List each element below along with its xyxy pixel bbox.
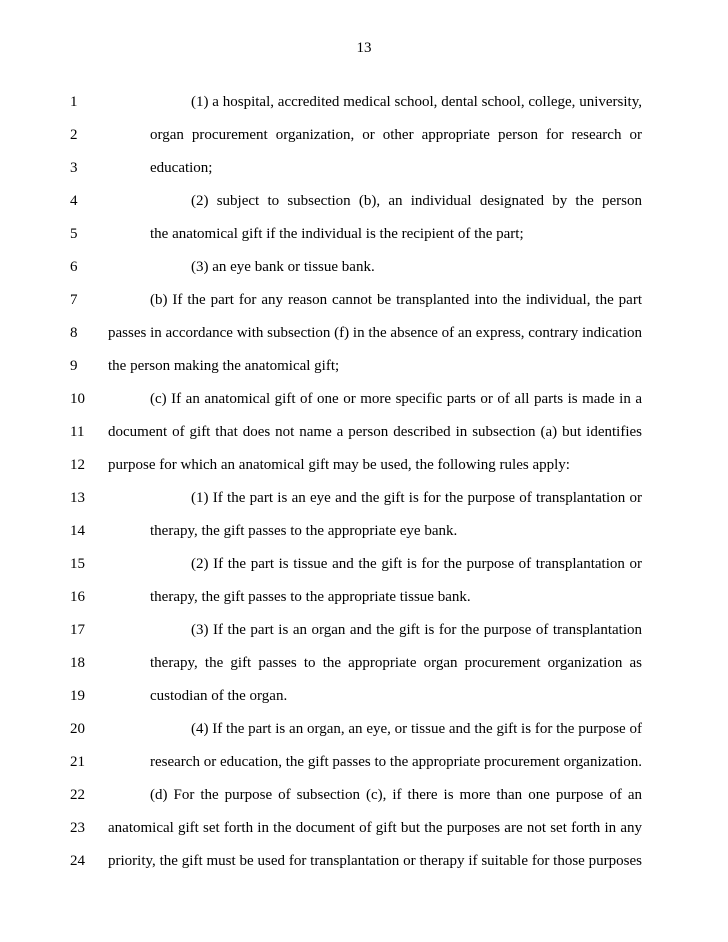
line-text: (3) an eye bank or tissue bank. — [191, 259, 375, 275]
line-number: 9 — [70, 358, 78, 374]
line-number: 24 — [70, 853, 85, 869]
line-text: (4) If the part is an organ, an eye, or tissue and the gift is for the purpose of — [191, 721, 642, 737]
line-number: 21 — [70, 754, 85, 770]
line-number: 11 — [70, 424, 85, 440]
document-line — [0, 784, 728, 806]
document-line — [0, 652, 728, 674]
document-line — [0, 619, 728, 641]
document-line — [0, 91, 728, 113]
document-line — [0, 586, 728, 608]
line-text: therapy, the gift passes to the appropriate eye bank. — [150, 523, 458, 539]
line-text: education; — [150, 160, 213, 176]
line-number: 14 — [70, 523, 85, 539]
document-line — [0, 190, 728, 212]
document-line — [0, 256, 728, 278]
document-line — [0, 355, 728, 377]
document-line — [0, 289, 728, 311]
line-number: 12 — [70, 457, 85, 473]
line-text: the person making the anatomical gift; — [108, 358, 340, 374]
line-text: therapy, the gift passes to the appropriate tissue bank. — [150, 589, 471, 605]
line-number: 23 — [70, 820, 85, 836]
line-text: (b) If the part for any reason cannot be transplanted into the individual, the part — [150, 292, 642, 308]
line-text: therapy, the gift passes to the appropriate organ procurement organization as — [150, 655, 642, 671]
line-number: 16 — [70, 589, 85, 605]
line-number: 15 — [70, 556, 85, 572]
document-line — [0, 751, 728, 773]
line-number: 1 — [70, 94, 78, 110]
line-text: (1) a hospital, accredited medical school, dental school, college, university, — [191, 94, 642, 110]
line-number: 4 — [70, 193, 78, 209]
page-number: 13 — [356, 40, 372, 56]
line-text: custodian of the organ. — [150, 688, 288, 704]
line-text: purpose for which an anatomical gift may be used, the following rules apply: — [108, 457, 570, 473]
line-text: (c) If an anatomical gift of one or more specific parts or of all parts is made in a — [150, 391, 642, 407]
line-text: the anatomical gift if the individual is the recipient of the part; — [150, 226, 524, 242]
line-number: 8 — [70, 325, 78, 341]
document-line — [0, 223, 728, 245]
line-text: anatomical gift set forth in the document of gift but the purposes are not set forth in any — [108, 820, 642, 836]
line-text: (1) If the part is an eye and the gift is for the purpose of transplantation or — [191, 490, 642, 506]
document-line — [0, 322, 728, 344]
line-text: (d) For the purpose of subsection (c), if there is more than one purpose of an — [150, 787, 642, 803]
line-number: 19 — [70, 688, 85, 704]
line-text: passes in accordance with subsection (f) in the absence of an express, contrary indication — [108, 325, 642, 341]
line-number: 6 — [70, 259, 78, 275]
line-number: 2 — [70, 127, 78, 143]
line-number: 7 — [70, 292, 78, 308]
document-line — [0, 520, 728, 542]
line-number: 13 — [70, 490, 85, 506]
document-line — [0, 487, 728, 509]
line-number: 5 — [70, 226, 78, 242]
line-text: research or education, the gift passes to the appropriate procurement organization. — [150, 754, 643, 770]
document-line — [0, 817, 728, 839]
document-line — [0, 124, 728, 146]
document-line — [0, 718, 728, 740]
document-line — [0, 454, 728, 476]
document-line — [0, 685, 728, 707]
line-number: 20 — [70, 721, 85, 737]
line-text: (2) subject to subsection (b), an individual designated by the person — [191, 193, 642, 209]
line-number: 17 — [70, 622, 85, 638]
line-number: 18 — [70, 655, 85, 671]
line-number: 10 — [70, 391, 85, 407]
line-text: (3) If the part is an organ and the gift is for the purpose of transplantation — [191, 622, 642, 638]
line-number: 22 — [70, 787, 85, 803]
document-line — [0, 157, 728, 179]
document-line — [0, 388, 728, 410]
line-text: (2) If the part is tissue and the gift is for the purpose of transplantation or — [191, 556, 642, 572]
line-number: 3 — [70, 160, 78, 176]
line-text: organ procurement organization, or other appropriate person for research or — [150, 127, 642, 143]
document-line — [0, 850, 728, 872]
document-line — [0, 553, 728, 575]
document-line — [0, 421, 728, 443]
line-text: document of gift that does not name a person described in subsection (a) but identifies — [108, 424, 642, 440]
line-text: priority, the gift must be used for transplantation or therapy if suitable for those purposes — [108, 853, 642, 869]
